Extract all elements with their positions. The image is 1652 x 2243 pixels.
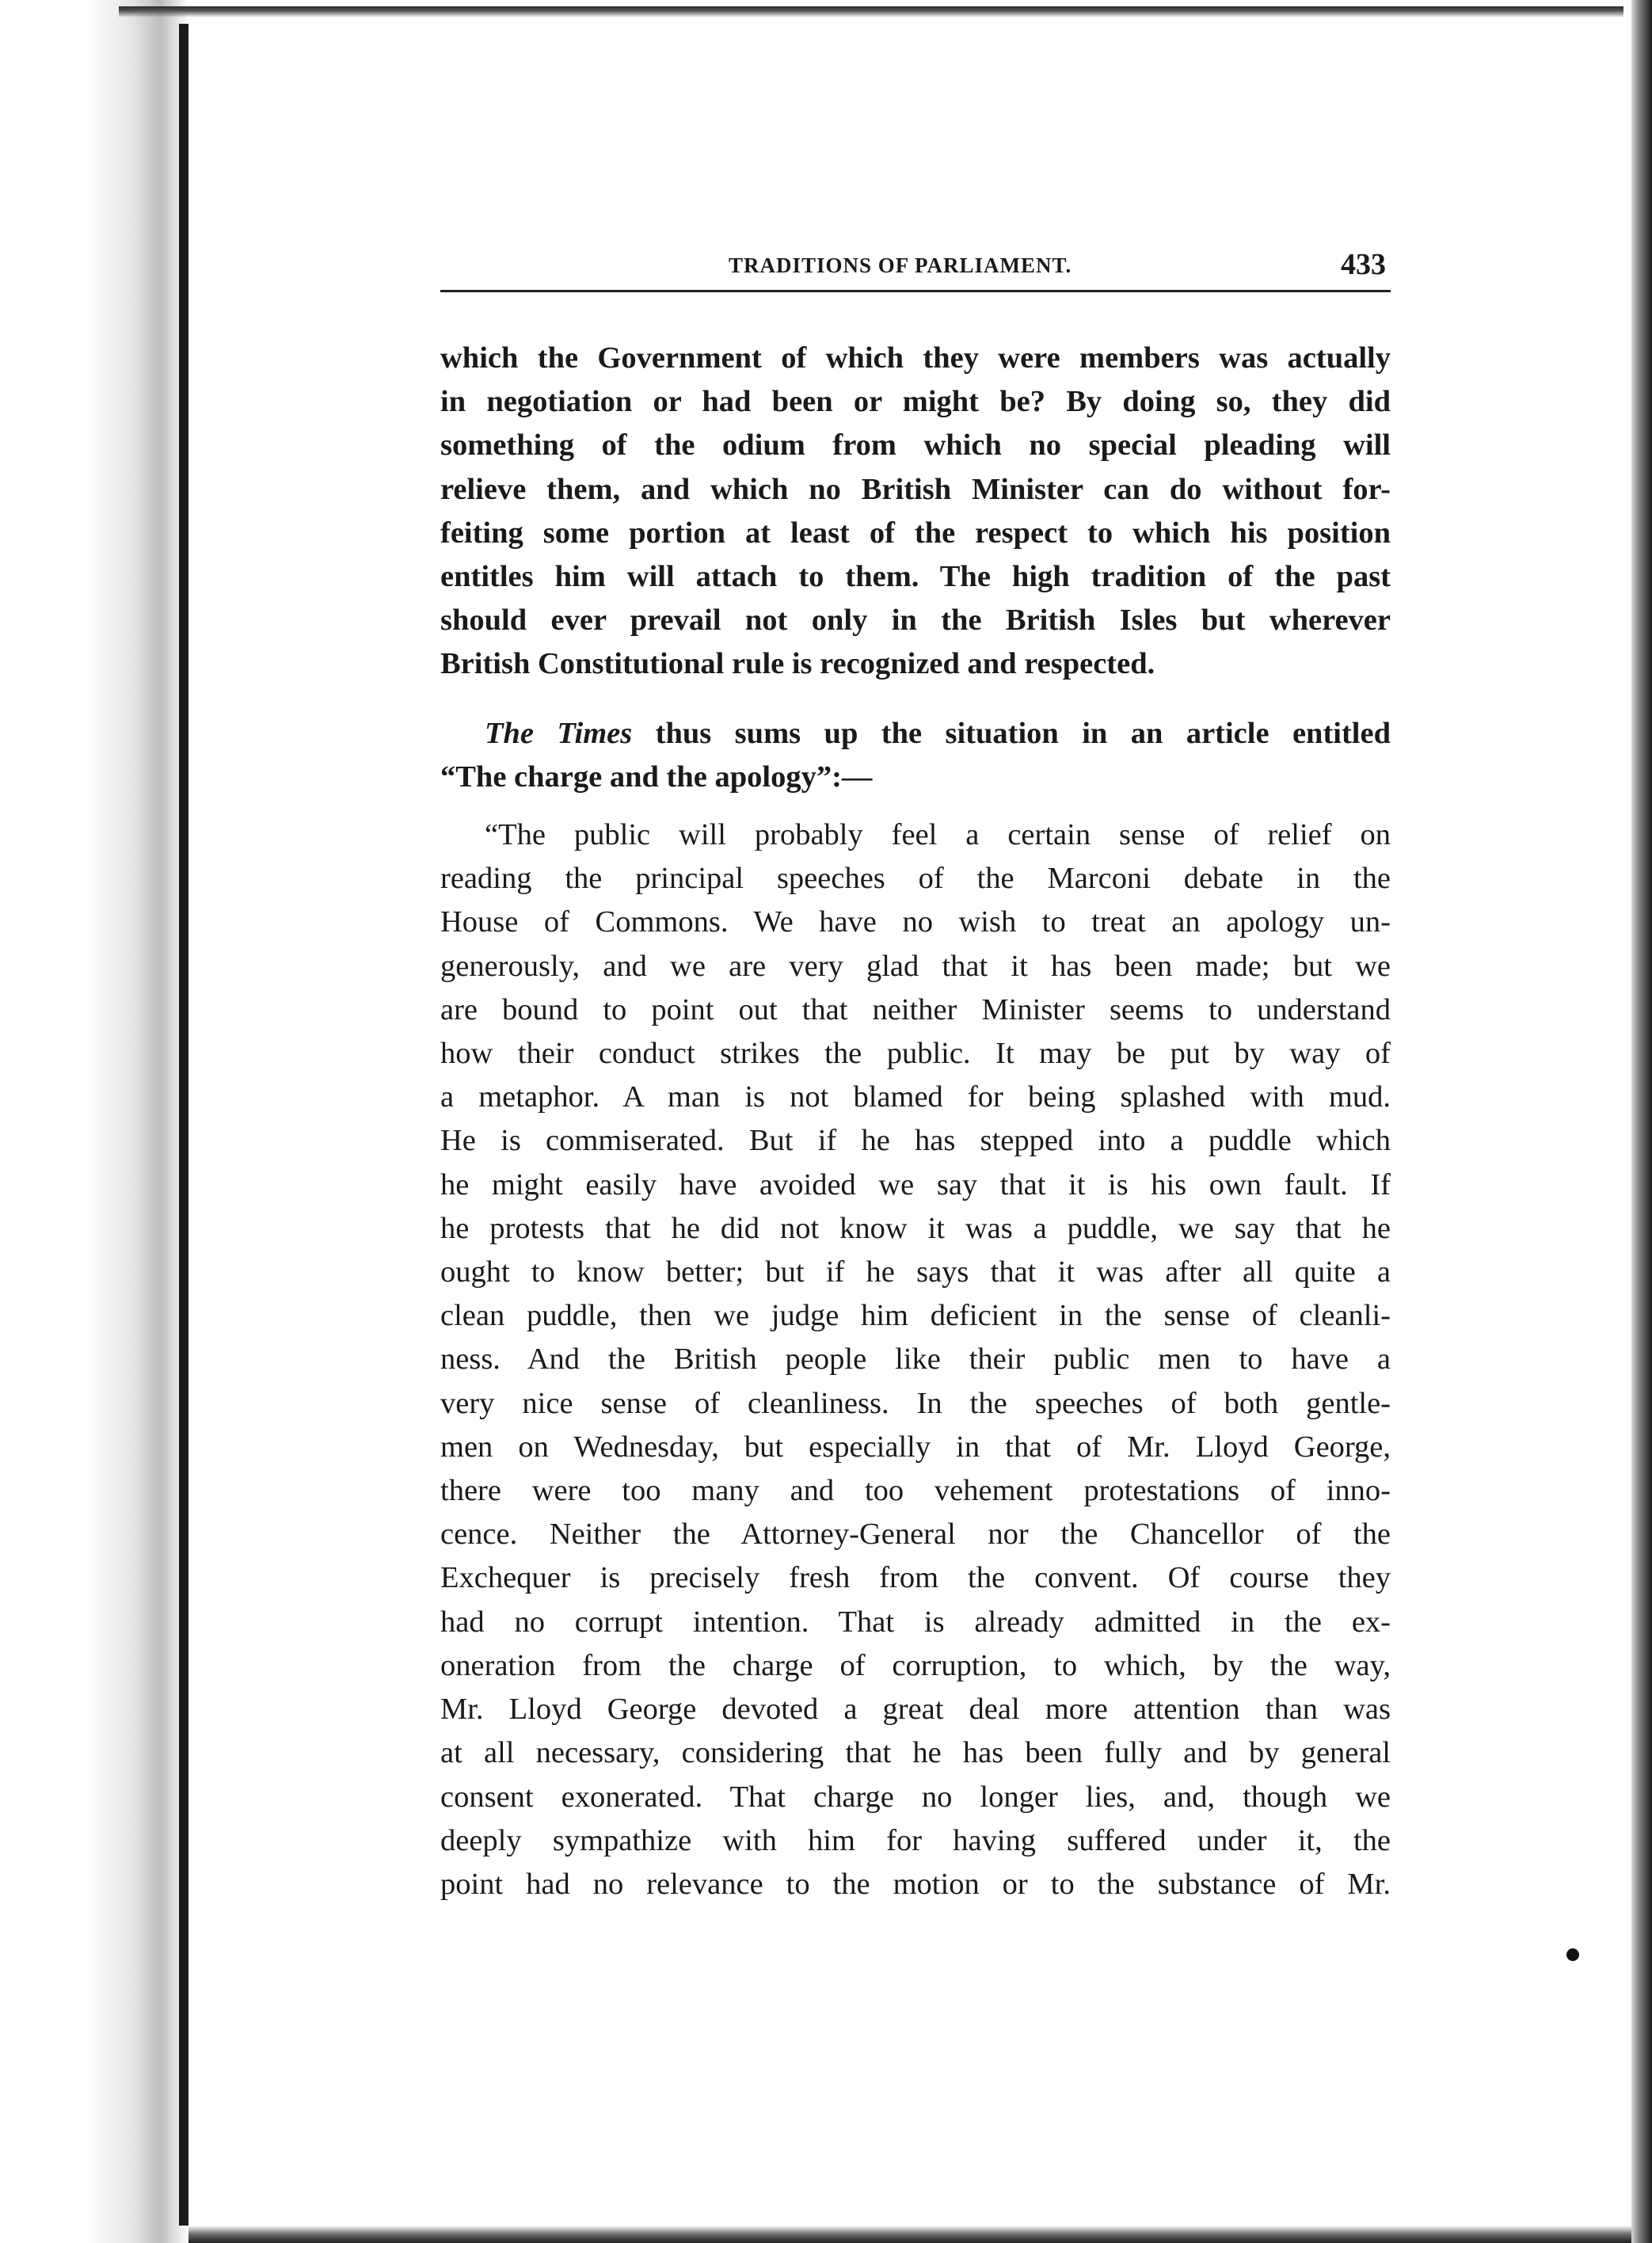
text-line: entitles him will attach to them. The high tradition of the past: [440, 560, 1391, 594]
paragraph-gap: [440, 799, 1391, 813]
text-line: deeply sympathize with him for having suffered under it, the: [440, 1823, 1391, 1857]
running-header: [440, 242, 1391, 292]
text-line: relieve them, and which no British Minister can do without for-: [440, 472, 1391, 506]
text-line: British Constitutional rule is recognized and respected.: [440, 647, 1155, 681]
scan-bottom-edge: [188, 2226, 1631, 2243]
text-line: clean puddle, then we judge him deficient in the sense of cleanli-: [440, 1299, 1391, 1333]
text-line: are bound to point out that neither Minister seems to understand: [440, 992, 1391, 1026]
scan-binding-edge: [179, 24, 188, 2226]
text-line: ought to know better; but if he says that it was after all quite a: [440, 1255, 1391, 1289]
paragraph-3-quotation: [440, 813, 1391, 1906]
text-line: [440, 712, 1391, 756]
text-line: consent exonerated. That charge no longer lies, and, though we: [440, 1780, 1391, 1814]
text-line: should ever prevail not only in the British Isles but wherever: [440, 604, 1391, 638]
text-line: a metaphor. A man is not blamed for being splashed with mud.: [440, 1080, 1391, 1114]
page-number: 433: [1341, 248, 1386, 281]
text-line: very nice sense of cleanliness. In the speeches of both gentle-: [440, 1386, 1391, 1420]
book-page: [440, 242, 1391, 1906]
paragraph-1: [440, 337, 1391, 687]
text-line: had no corrupt intention. That is already admitted in the ex-: [440, 1605, 1391, 1639]
text-line: men on Wednesday, but especially in that of Mr. Lloyd George,: [440, 1430, 1391, 1464]
paragraph-gap: [440, 687, 1391, 712]
text-line: oneration from the charge of corruption, to which, by the way,: [440, 1648, 1391, 1682]
text-line: point had no relevance to the motion or to the substance of Mr.: [440, 1867, 1391, 1901]
text-line: he might easily have avoided we say that it is his own fault. If: [440, 1167, 1391, 1201]
text-line: how their conduct strikes the public. It may be put by way of: [440, 1037, 1391, 1071]
text-line: “The public will probably feel a certain sense of relief on: [485, 818, 1391, 852]
text-line: Mr. Lloyd George devoted a great deal more attention than was: [440, 1693, 1391, 1727]
newspaper-title: The Times: [485, 716, 633, 750]
scan-right-edge: [1631, 0, 1652, 2243]
running-title: TRADITIONS OF PARLIAMENT.: [729, 253, 1072, 277]
text-line: which the Government of which they were members was actually: [440, 341, 1391, 375]
text-line: in negotiation or had been or might be? By doing so, they did: [440, 385, 1391, 419]
paragraph-2: [440, 712, 1391, 799]
body-text: [440, 337, 1391, 1906]
text-line: generously, and we are very glad that it has been made; but we: [440, 949, 1391, 983]
text-line: House of Commons. We have no wish to treat an apology un-: [440, 905, 1391, 939]
text-line: He is commiserated. But if he has stepped into a puddle which: [440, 1124, 1391, 1158]
text-line: cence. Neither the Attorney-General nor the Chancellor of the: [440, 1518, 1391, 1552]
text-line: he protests that he did not know it was a puddle, we say that he: [440, 1211, 1391, 1245]
text-line: “The charge and the apology”:—: [440, 760, 873, 794]
scan-top-edge: [119, 6, 1623, 17]
text-line: ness. And the British people like their public men to have a: [440, 1342, 1391, 1377]
text-line: at all necessary, considering that he has been fully and by general: [440, 1736, 1391, 1770]
scan-left-margin: [0, 0, 188, 2243]
text-line: Exchequer is precisely fresh from the convent. Of course they: [440, 1561, 1391, 1595]
text-line: feiting some portion at least of the respect to which his position: [440, 516, 1391, 550]
text-line: there were too many and too vehement protestations of inno-: [440, 1474, 1391, 1508]
text-line: something of the odium from which no special pleading will: [440, 428, 1391, 463]
ink-spot: [1566, 1948, 1579, 1961]
text-line: reading the principal speeches of the Marconi debate in the: [440, 862, 1391, 896]
text-run: thus sums up the situation in an article entitled: [632, 716, 1391, 750]
